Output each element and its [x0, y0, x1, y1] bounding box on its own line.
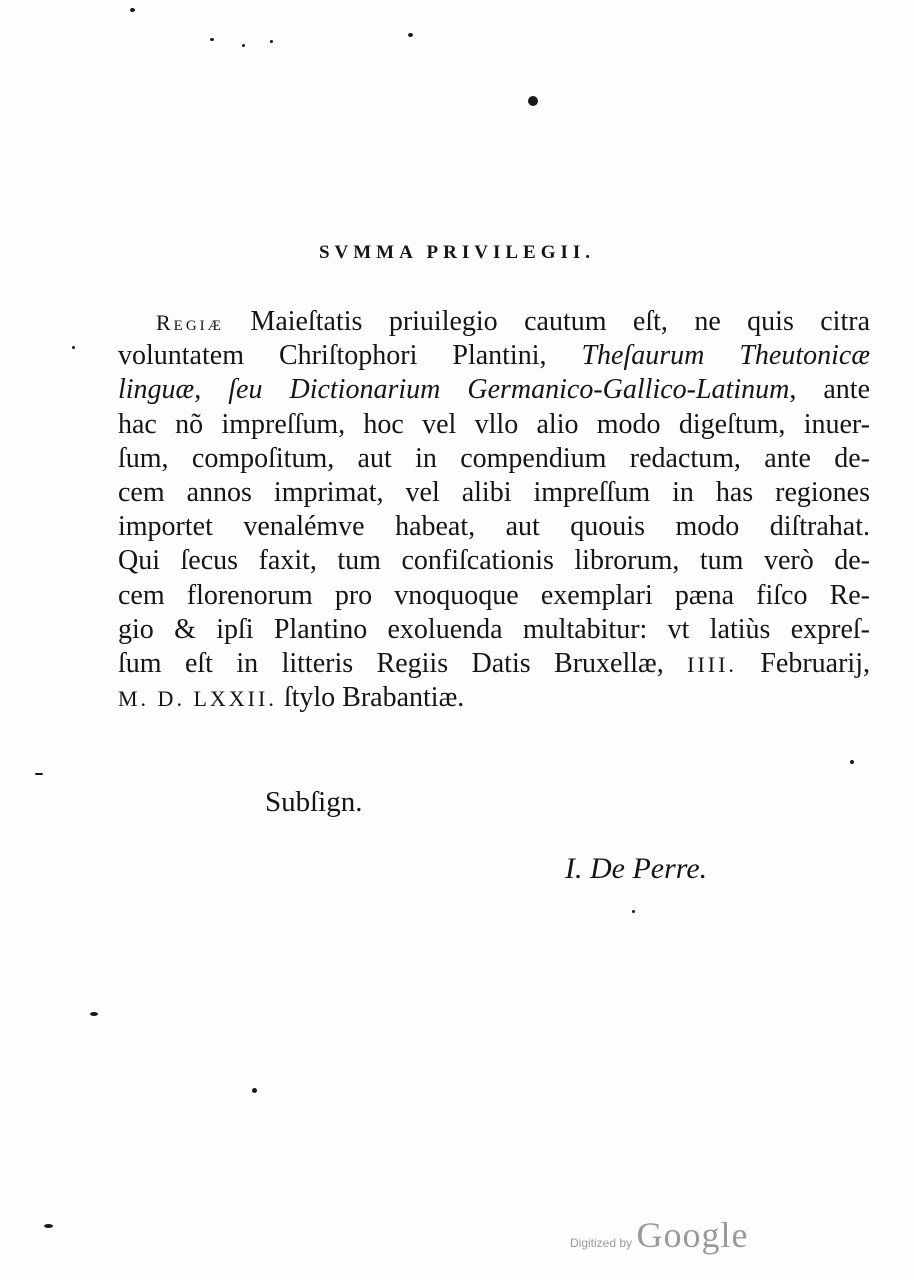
ink-speck	[210, 38, 214, 41]
text-segment: Theſaurum Theutonicæ	[581, 340, 871, 372]
text-line	[118, 442, 870, 476]
text-segment: IIII.	[687, 651, 737, 677]
text-segment: cem florenorum pro vnoquoque exemplari pæna fiſco Re-	[118, 579, 870, 611]
text-segment: Regiæ	[156, 310, 225, 335]
text-line	[118, 579, 870, 613]
google-watermark	[570, 1214, 748, 1256]
ink-speck	[528, 96, 538, 106]
ink-speck	[632, 910, 635, 913]
ink-speck	[90, 1012, 98, 1016]
privilege-heading: SVMMA PRIVILEGII.	[318, 242, 596, 263]
text-segment: , ante	[789, 374, 870, 406]
privilege-paragraph	[118, 305, 870, 715]
ink-speck	[35, 773, 43, 775]
ink-speck	[72, 346, 75, 349]
ink-speck	[242, 44, 245, 47]
text-segment: importet venalémve habeat, aut quouis modo diſtrahat.	[118, 511, 870, 543]
ink-speck	[850, 760, 854, 764]
text-segment: M. D. LXXII.	[118, 686, 277, 712]
text-line	[118, 373, 870, 407]
ink-speck	[408, 33, 413, 37]
text-segment: Maieſtatis priuilegio cautum eſt, ne quis citra	[224, 306, 870, 337]
signature: I. De Perre.	[565, 852, 708, 885]
text-line	[118, 613, 870, 647]
google-logo: Google	[636, 1215, 749, 1255]
text-segment: ſtylo Brabantiæ.	[276, 682, 465, 714]
ink-speck	[44, 1224, 53, 1228]
text-line	[118, 510, 870, 544]
text-line	[118, 681, 870, 715]
text-segment: gio & ipſi Plantino exoluenda multabitur: vt latiùs expreſ-	[118, 613, 870, 645]
text-line	[118, 476, 870, 510]
ink-speck	[252, 1088, 257, 1093]
text-line	[118, 647, 870, 681]
ink-speck	[130, 8, 135, 12]
text-segment: linguæ, ſeu Dictionarium Germanico-Gallico-Latinum	[118, 374, 790, 406]
watermark-prefix: Digitized by	[570, 1236, 633, 1250]
text-segment: voluntatem Chriſtophori Plantini,	[118, 340, 582, 372]
text-segment: ſum, compoſitum, aut in compendium redactum, ante de-	[118, 442, 870, 474]
text-segment: Februarij,	[736, 647, 870, 679]
text-segment: Qui ſecus faxit, tum confiſcationis librorum, tum verò de-	[118, 545, 870, 577]
text-line	[118, 544, 870, 578]
text-line	[118, 305, 870, 339]
text-segment: ſum eſt in litteris Regiis Datis Bruxellæ,	[118, 647, 688, 679]
ink-speck	[270, 40, 273, 43]
text-line	[118, 408, 870, 442]
text-segment: cem annos imprimat, vel alibi impreſſum in has regiones	[118, 476, 870, 508]
subsign-label: Subſign.	[265, 786, 363, 818]
text-line	[118, 339, 870, 373]
text-segment: hac nõ impreſſum, hoc vel vllo alio modo digeſtum, inuer-	[118, 408, 870, 440]
